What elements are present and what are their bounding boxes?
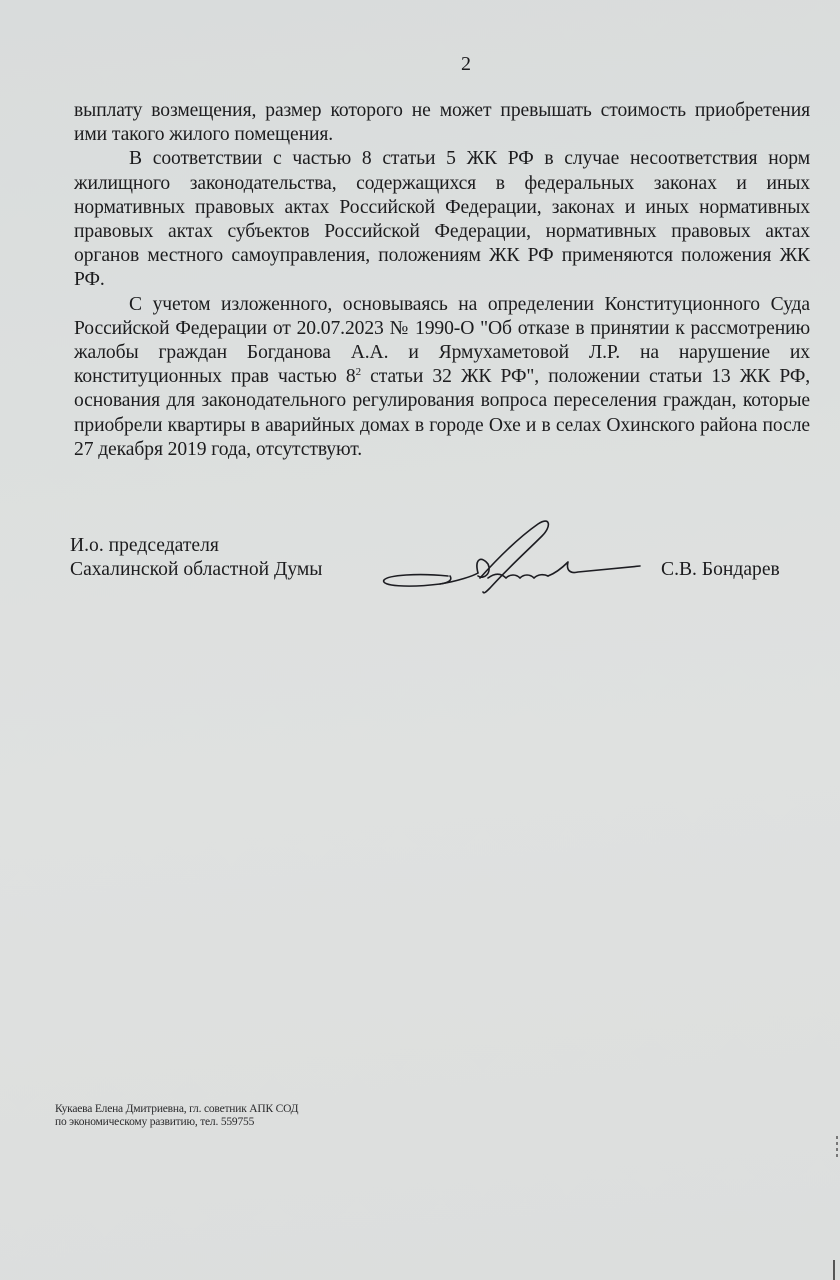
conclusion-text-part1: С учетом изложенного, основываясь на определении Конституционного Суда Российской Федерации от 20.07.2023 № 1990-О "Об отказе в принятии к рассмотрению жалобы граждан Богданова А.А. и Ярмухаметовой Л.Р. на нарушение их конституционных прав частью 8: [74, 293, 810, 388]
conclusion-text-part2: статьи 32 ЖК РФ", положении статьи 13 ЖК РФ, основания для законодательного регулирования вопроса переселения граждан, которые приобрели квартиры в аварийных домах в городе Охе и в селах Охинского района после 27 декабря 2019 года, отсутствуют.: [74, 366, 810, 460]
superscript: 2: [355, 366, 362, 379]
paragraph-conclusion: [74, 293, 810, 462]
paragraph-housing-code-article-5: В соответствии с частью 8 статьи 5 ЖК РФ в случае несоответствия норм жилищного законодательства, содержащихся в федеральных законах и иных нормативных правовых актах Российской Федерации, законах и иных нормативных правовых актах субъектов Российской Федерации, нормативных правовых актах органов местного самоуправления, положениям ЖК РФ применяются положения ЖК РФ.: [74, 148, 810, 291]
page-number: 2: [461, 53, 471, 75]
executor-line-1: Кукаева Елена Дмитриевна, гл. советник АПК СОД: [55, 1103, 299, 1115]
signatory-position: [70, 534, 322, 582]
edge-mark-line: [833, 1260, 835, 1280]
position-line-1: И.о. председателя: [70, 535, 219, 556]
handwritten-signature-icon: [378, 518, 648, 598]
position-line-2: Сахалинской областной Думы: [70, 559, 323, 580]
executor-line-2: по экономическому развитию, тел. 559755: [55, 1116, 255, 1128]
document-body: [74, 99, 810, 462]
paragraph-continuation: выплату возмещения, размер которого не может превышать стоимость приобретения ими такого жилого помещения.: [74, 100, 810, 146]
signatory-name: С.В. Бондарев: [661, 559, 780, 580]
executor-info: [55, 1103, 298, 1129]
edge-mark-dots: [836, 1136, 838, 1158]
